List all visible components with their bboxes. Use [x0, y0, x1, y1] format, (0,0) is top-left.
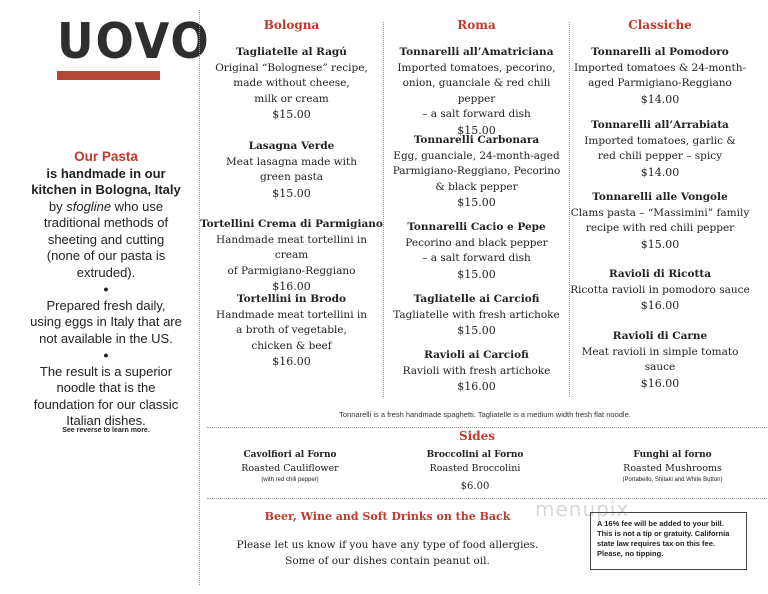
- item-price: $15.00: [640, 237, 680, 251]
- item-desc: Imported tomatoes & 24-month- aged Parmigiano-Reggiano: [573, 61, 747, 89]
- side-item: [215, 448, 365, 485]
- menu-item: [384, 348, 569, 395]
- item-name: Tagliatelle ai Carciofi: [413, 293, 540, 305]
- menu-item: [570, 118, 750, 180]
- divider-sides-bottom: [207, 498, 767, 499]
- side-item: [400, 448, 550, 494]
- watermark: menupix: [535, 497, 630, 521]
- column-title-classiche: Classiche: [628, 18, 692, 32]
- side-name: Cavolfiori al Forno: [243, 450, 337, 460]
- sidebar-bold-line: is handmade in our kitchen in Bologna, Italy: [31, 165, 181, 197]
- item-desc: Meat lasagna made with green pasta: [226, 155, 357, 183]
- menu-item: [570, 267, 750, 314]
- item-desc: Tagliatelle with fresh artichoke: [393, 308, 560, 321]
- item-price: $15.00: [457, 267, 496, 281]
- item-price: $15.00: [457, 324, 496, 337]
- side-item: [590, 448, 755, 485]
- logo-underline: [57, 71, 160, 80]
- allergy-line-1: Please let us know if you have any type of food allergies.: [236, 539, 539, 551]
- item-price: $16.00: [272, 355, 311, 368]
- item-name: Ravioli di Ricotta: [608, 268, 712, 280]
- item-name: Ravioli ai Carciofi: [424, 349, 529, 361]
- menu-item: [570, 45, 750, 107]
- menu-item: [570, 329, 750, 391]
- item-desc: Egg, guanciale, 24-month-aged Parmigiano-Reggiano, Pecorino & black pepper: [392, 149, 561, 193]
- sidebar-heading: Our Pasta: [74, 149, 138, 164]
- item-name: Tortellini in Brodo: [237, 293, 346, 305]
- sidebar-text: [30, 149, 182, 430]
- item-name: Tonnarelli alle Vongole: [592, 191, 728, 203]
- item-desc: Ricotta ravioli in pomodoro sauce: [570, 283, 750, 296]
- item-name: Tonnarelli all’Arrabiata: [591, 119, 729, 131]
- divider-sides-top: [207, 427, 767, 428]
- column-title-roma: Roma: [457, 18, 496, 32]
- sidebar-paragraph-1: by sfogline who use traditional methods of sheeting and cutting (none of our pasta is extruded).: [43, 198, 169, 280]
- item-name: Tonnarelli al Pomodoro: [591, 46, 729, 58]
- item-desc: Pecorino and black pepper – a salt forward dish: [405, 236, 548, 264]
- item-desc: Original “Bolognese” recipe, made without cheese, milk or cream: [215, 61, 368, 105]
- item-price: $15.00: [457, 196, 496, 209]
- item-price: $15.00: [272, 186, 311, 200]
- side-name: Broccolini al Forno: [426, 450, 524, 460]
- item-name: Lasagna Verde: [248, 140, 335, 152]
- menu-item: [384, 220, 569, 282]
- menu-item: [200, 139, 383, 201]
- item-price: $16.00: [640, 299, 680, 312]
- allergy-line-2: Some of our dishes contain peanut oil.: [285, 555, 490, 567]
- fee-line-4: Please, no tipping.: [597, 549, 664, 558]
- item-price: $16.00: [457, 380, 496, 393]
- menu-item: [200, 45, 383, 123]
- fee-notice: [590, 512, 747, 570]
- drinks-note: Beer, Wine and Soft Drinks on the Back: [264, 510, 511, 523]
- item-desc: Handmade meat tortellini in a broth of vegetable, chicken & beef: [215, 308, 368, 352]
- item-desc: Handmade meat tortellini in cream of Parmigiano-Reggiano: [215, 233, 368, 277]
- bullet-separator: •: [103, 281, 109, 297]
- side-sub: (with red chili pepper): [261, 477, 319, 483]
- menu-item: [384, 133, 569, 211]
- item-desc: Clams pasta – “Massimini” family recipe with red chili pepper: [570, 206, 750, 234]
- sidebar-paragraph-3: The result is a superior noodle that is the foundation for our classic Italian dishes.: [33, 363, 179, 428]
- item-price: $16.00: [272, 280, 311, 293]
- sides-title: Sides: [458, 429, 495, 443]
- item-desc: Meat ravioli in simple tomato sauce: [581, 345, 739, 373]
- side-desc: Roasted Mushrooms: [623, 463, 722, 474]
- bullet-separator: •: [103, 347, 109, 363]
- item-name: Tagliatelle al Ragú: [236, 46, 347, 58]
- item-name: Tortellini Crema di Parmigiano: [200, 218, 383, 230]
- item-price: $14.00: [640, 165, 680, 179]
- logo: UOVO: [57, 13, 211, 70]
- item-desc: Imported tomatoes, pecorino, onion, guanciale & red chili pepper – a salt forward dish: [397, 61, 556, 120]
- item-desc: Ravioli with fresh artichoke: [402, 364, 551, 377]
- side-desc: Roasted Cauliflower: [241, 463, 339, 474]
- column-title-bologna: Bologna: [263, 18, 320, 32]
- item-name: Ravioli di Carne: [612, 330, 708, 342]
- allergy-note: [215, 537, 560, 569]
- see-reverse-note: See reverse to learn more.: [62, 427, 150, 434]
- pasta-note: Tonnarelli is a fresh handmade spaghetti. Tagliatelle is a medium width fresh flat noodle.: [339, 410, 631, 419]
- item-name: Tonnarelli Cacio e Pepe: [407, 221, 546, 233]
- item-price: $15.00: [272, 108, 311, 121]
- menu-item: [384, 45, 569, 138]
- fee-line-2: This is not a tip or gratuity. California: [597, 529, 730, 538]
- item-name: Tonnarelli Carbonara: [413, 134, 540, 146]
- fee-line-3: state law requires tax on this fee.: [597, 539, 715, 548]
- item-price: $14.00: [640, 92, 680, 106]
- fee-line-1: A 16% fee will be added to your bill.: [597, 519, 724, 528]
- side-desc: Roasted Broccolini: [429, 463, 521, 474]
- sidebar-paragraph-2: Prepared fresh daily, using eggs in Italy that are not available in the US.: [30, 297, 182, 346]
- item-price: $16.00: [640, 376, 680, 390]
- item-desc: Imported tomatoes, garlic & red chili pepper – spicy: [584, 134, 736, 162]
- sfogline-term: sfogline: [66, 198, 112, 214]
- menu-item: [570, 190, 750, 252]
- side-sub: (Portabello, Shitaki and White Button): [622, 477, 723, 483]
- item-name: Tonnarelli all’Amatriciana: [399, 46, 554, 58]
- menu-item: [384, 292, 569, 339]
- menu-item: [200, 217, 383, 295]
- side-name: Funghi al forno: [633, 450, 712, 460]
- item-price: $15.00: [457, 123, 496, 137]
- menu-item: [200, 292, 383, 370]
- side-price: $6.00: [460, 481, 490, 492]
